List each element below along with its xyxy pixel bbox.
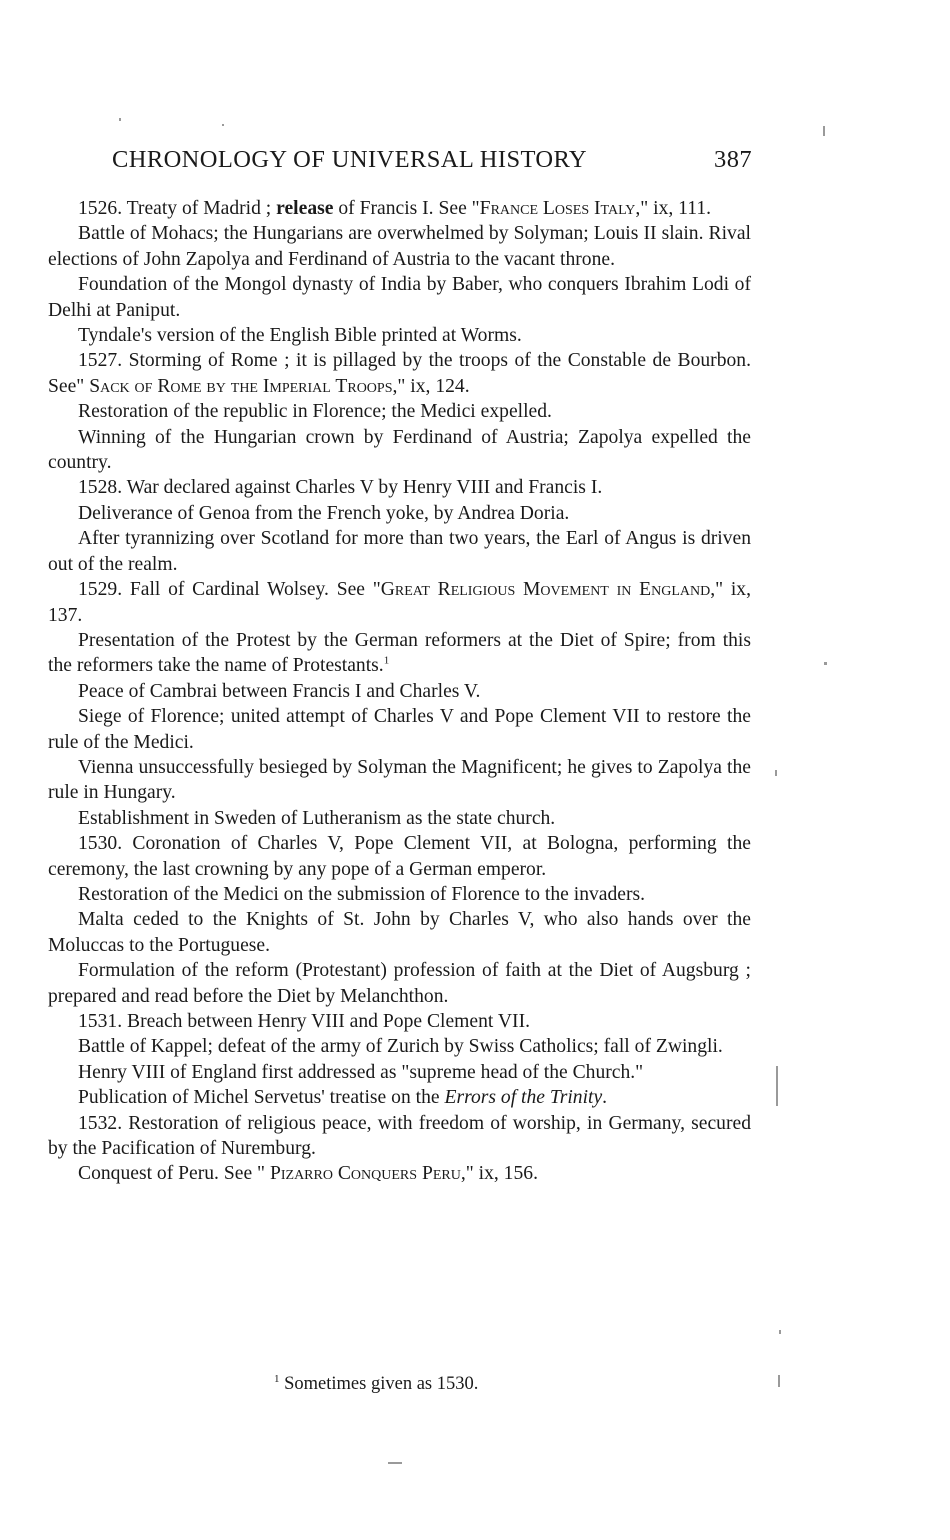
year-label: 1526. — [78, 198, 123, 219]
entry-1529: 1529. Fall of Cardinal Wolsey. See "Great Religious Movement in England," ix, 137. — [48, 579, 751, 626]
footnote-text: Sometimes given as 1530. — [284, 1374, 479, 1394]
year-label: 1529. — [78, 579, 123, 601]
cross-reference: France Loses Italy, — [479, 198, 641, 219]
footnote-marker: 1 — [274, 1372, 280, 1385]
entry: Vienna unsuccessfully besieged by Solyman the Magnificent; he gives to Zapolya the rule in Hungary. — [48, 756, 751, 804]
entry: Henry VIII of England first addressed as "supreme head of the Church." — [78, 1061, 644, 1083]
page-title: CHRONOLOGY OF UNIVERSAL HISTORY — [112, 146, 587, 173]
entry: Conquest of Peru. See " Pizarro Conquers Peru," ix, 156. — [78, 1163, 538, 1185]
entry: Restoration of the Medici on the submission of Florence to the invaders. — [78, 883, 646, 905]
scan-speck — [778, 1375, 780, 1387]
scan-speck — [222, 124, 224, 126]
year-label: 1530. — [78, 833, 123, 855]
entry: Deliverance of Genoa from the French yoke, by Andrea Doria. — [78, 502, 570, 524]
scan-speck — [776, 1066, 778, 1106]
footnote — [274, 1374, 478, 1395]
entry-1526-treaty: 1526. Treaty of Madrid ; release of Francis I. See "France Loses Italy," ix, 111. — [78, 198, 712, 219]
scan-speck — [119, 118, 121, 121]
year-label: 1532. — [78, 1112, 123, 1134]
page-number: 387 — [714, 146, 752, 173]
entry: After tyrannizing over Scotland for more than two years, the Earl of Angus is driven out of the realm. — [48, 528, 751, 575]
entry: Peace of Cambrai between Francis I and Charles V. — [78, 680, 481, 702]
entry: Tyndale's version of the English Bible printed at Worms. — [78, 325, 522, 347]
entry-1530: 1530. Coronation of Charles V, Pope Clement VII, at Bologna, performing the ceremony, the last crowning by any pope of a German emperor. — [48, 833, 751, 880]
scan-speck — [824, 662, 827, 665]
scan-speck — [775, 770, 777, 776]
entry-1531: 1531. Breach between Henry VIII and Pope Clement VII. — [78, 1011, 530, 1032]
entry-1527: 1527. Storming of Rome ; it is pillaged by the troops of the Constable de Bourbon. See" Sack of Rome by the Imperial Troops," ix, 124. — [48, 350, 751, 397]
entry: Presentation of the Protest by the German reformers at the Diet of Spire; from this the reformers take the name of Protestants.$^1$ — [48, 629, 751, 677]
year-label: 1531. — [78, 1011, 123, 1032]
scan-speck — [823, 126, 825, 136]
book-title: Errors of the Trinity — [444, 1087, 603, 1109]
entry: Formulation of the reform (Protestant) profession of faith at the Diet of Augsburg ; prepared and read before the Diet by Melanchthon. — [48, 960, 751, 1007]
entry: Publication of Michel Servetus' treatise on the Errors of the Trinity. — [78, 1087, 608, 1109]
entry: Restoration of the republic in Florence; the Medici expelled. — [78, 401, 552, 423]
cross-reference: Great Religious Movement in England, — [380, 579, 716, 601]
entry: Siege of Florence; united attempt of Charles V and Pope Clement VII to restore the rule of the Medici. — [48, 706, 751, 753]
entry: Battle of Mohacs; the Hungarians are overwhelmed by Solyman; Louis II slain. Rival elections of John Zapolya and Ferdinand of Austria to the vacant throne. — [48, 223, 751, 270]
entry: Establishment in Sweden of Lutheranism as the state church. — [78, 807, 556, 829]
entry: Foundation of the Mongol dynasty of India by Baber, who conquers Ibrahim Lodi of Delhi at Paniput. — [48, 274, 751, 321]
entry: Malta ceded to the Knights of St. John by Charles V, who also hands over the Moluccas to the Portuguese. — [48, 909, 751, 956]
entry: Winning of the Hungarian crown by Ferdinand of Austria; Zapolya expelled the country. — [48, 426, 751, 474]
scan-speck — [388, 1462, 402, 1464]
entry-1528: 1528. War declared against Charles V by Henry VIII and Francis I. — [78, 477, 603, 499]
entry-1532: 1532. Restoration of religious peace, with freedom of worship, in Germany, secured by the Pacification of Nuremburg. — [48, 1112, 751, 1160]
cross-reference: Sack of Rome by the Imperial Troops, — [89, 375, 398, 397]
year-label: 1528. — [78, 477, 123, 499]
running-header — [112, 146, 752, 180]
chronology-text — [48, 196, 751, 1187]
scan-speck — [779, 1330, 781, 1334]
year-label: 1527. — [78, 350, 123, 372]
footnote-marker: 1 — [383, 654, 390, 667]
entry: Battle of Kappel; defeat of the army of Zurich by Swiss Catholics; fall of Zwingli. — [78, 1036, 723, 1058]
cross-reference: Pizarro Conquers Peru, — [269, 1163, 466, 1185]
